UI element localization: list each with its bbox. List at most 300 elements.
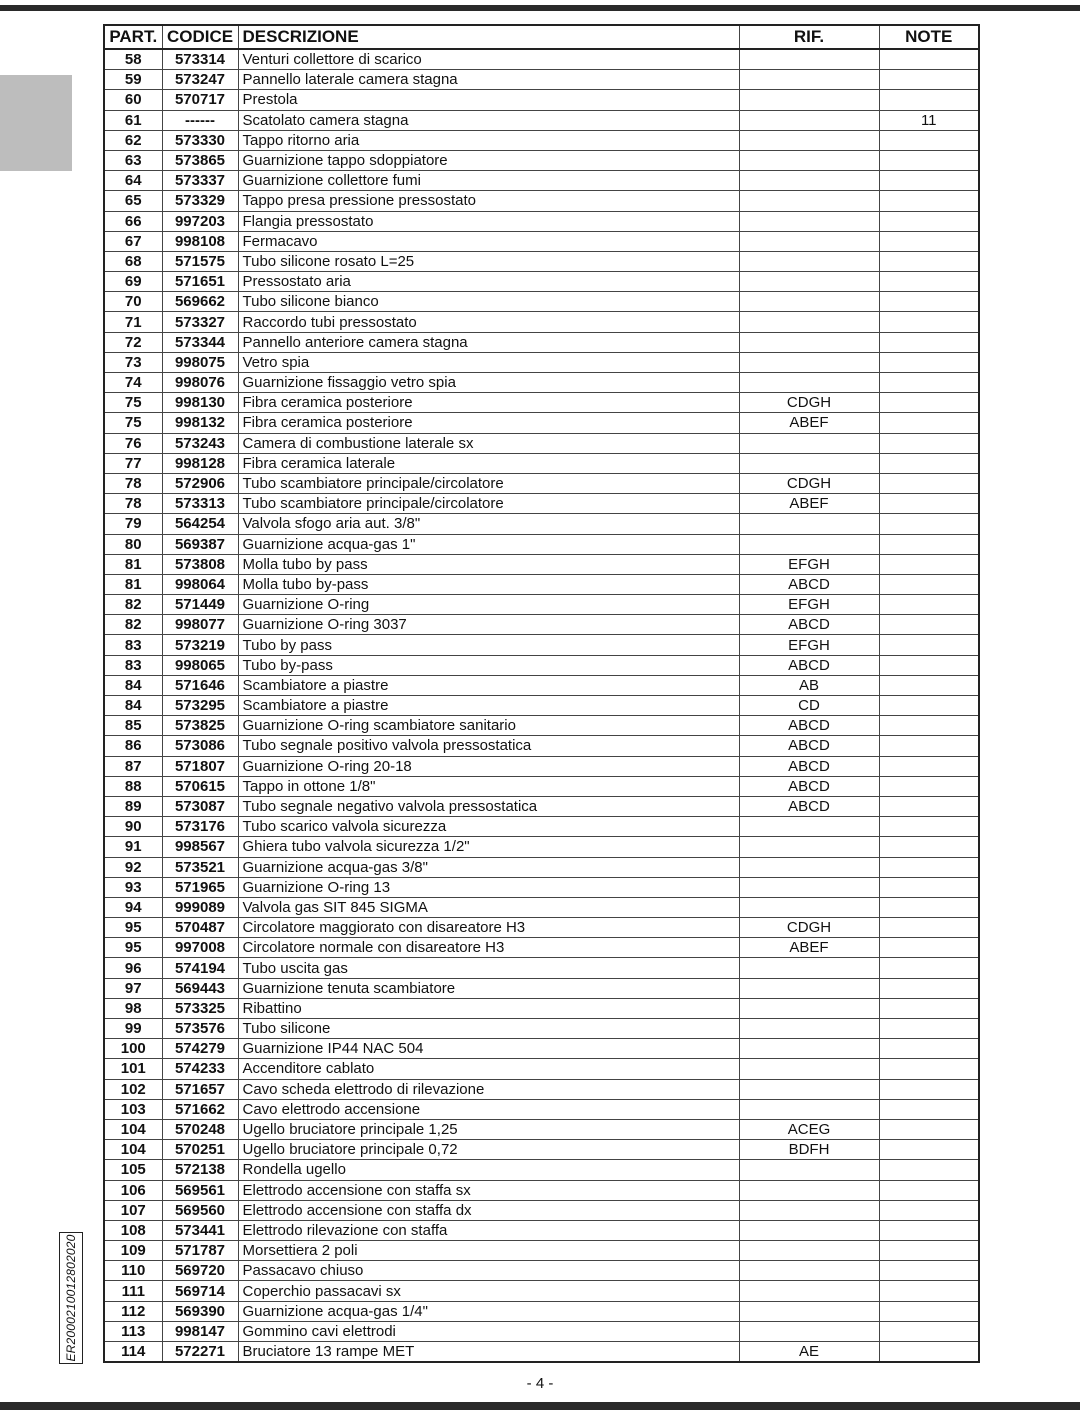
cell-code: 573337 <box>162 171 238 191</box>
cell-note <box>879 958 979 978</box>
cell-note <box>879 312 979 332</box>
cell-note <box>879 1301 979 1321</box>
cell-part: 71 <box>104 312 162 332</box>
table-row <box>104 716 979 736</box>
cell-note <box>879 1342 979 1363</box>
cell-code: 571651 <box>162 272 238 292</box>
cell-note <box>879 716 979 736</box>
cell-desc: Pannello anteriore camera stagna <box>238 332 739 352</box>
side-tab-marker <box>0 75 72 171</box>
cell-code: 573576 <box>162 1019 238 1039</box>
table-row <box>104 615 979 635</box>
cell-note <box>879 373 979 393</box>
cell-desc: Scambiatore a piastre <box>238 696 739 716</box>
cell-part: 68 <box>104 251 162 271</box>
cell-desc: Circolatore maggiorato con disareatore H3 <box>238 918 739 938</box>
cell-part: 109 <box>104 1241 162 1261</box>
cell-rif <box>739 837 879 857</box>
cell-note <box>879 554 979 574</box>
cell-note <box>879 413 979 433</box>
cell-desc: Fibra ceramica posteriore <box>238 413 739 433</box>
cell-part: 81 <box>104 574 162 594</box>
cell-code: 569720 <box>162 1261 238 1281</box>
cell-desc: Tubo silicone bianco <box>238 292 739 312</box>
cell-note <box>879 696 979 716</box>
cell-part: 99 <box>104 1019 162 1039</box>
cell-rif <box>739 171 879 191</box>
cell-desc: Pressostato aria <box>238 272 739 292</box>
document-code-box <box>59 1232 83 1364</box>
cell-desc: Guarnizione O-ring 3037 <box>238 615 739 635</box>
cell-code: 997203 <box>162 211 238 231</box>
cell-note <box>879 332 979 352</box>
cell-code: 571575 <box>162 251 238 271</box>
table-row <box>104 1160 979 1180</box>
cell-note <box>879 1281 979 1301</box>
table-row <box>104 150 979 170</box>
cell-rif: ABEF <box>739 938 879 958</box>
cell-note <box>879 938 979 958</box>
cell-note <box>879 574 979 594</box>
cell-part: 85 <box>104 716 162 736</box>
cell-note <box>879 150 979 170</box>
cell-code: 573313 <box>162 494 238 514</box>
top-border-bar <box>0 5 1080 11</box>
cell-desc: Tappo ritorno aria <box>238 130 739 150</box>
cell-rif <box>739 272 879 292</box>
cell-note <box>879 897 979 917</box>
page-number: - 4 - <box>526 1375 554 1392</box>
cell-rif: ABCD <box>739 655 879 675</box>
cell-code: 998130 <box>162 393 238 413</box>
cell-note <box>879 817 979 837</box>
cell-rif: ABCD <box>739 716 879 736</box>
table-row <box>104 191 979 211</box>
cell-note <box>879 776 979 796</box>
cell-rif <box>739 1220 879 1240</box>
cell-note <box>879 736 979 756</box>
cell-part: 108 <box>104 1220 162 1240</box>
cell-code: 574233 <box>162 1059 238 1079</box>
cell-rif <box>739 1079 879 1099</box>
cell-note <box>879 1220 979 1240</box>
table-row <box>104 433 979 453</box>
table-row <box>104 1281 979 1301</box>
header-note: NOTE <box>879 25 979 49</box>
cell-desc: Tubo segnale negativo valvola pressostatica <box>238 796 739 816</box>
cell-code: 999089 <box>162 897 238 917</box>
cell-desc: Cavo scheda elettrodo di rilevazione <box>238 1079 739 1099</box>
cell-code: 573441 <box>162 1220 238 1240</box>
cell-part: 96 <box>104 958 162 978</box>
cell-note <box>879 1241 979 1261</box>
cell-desc: Rondella ugello <box>238 1160 739 1180</box>
cell-part: 105 <box>104 1160 162 1180</box>
table-row <box>104 110 979 130</box>
cell-desc: Guarnizione acqua-gas 3/8" <box>238 857 739 877</box>
cell-code: 573327 <box>162 312 238 332</box>
bottom-border-bar <box>0 1402 1080 1410</box>
cell-rif <box>739 978 879 998</box>
cell-note <box>879 1321 979 1341</box>
table-row <box>104 272 979 292</box>
cell-desc: Molla tubo by pass <box>238 554 739 574</box>
cell-note <box>879 130 979 150</box>
cell-desc: Tubo silicone rosato L=25 <box>238 251 739 271</box>
cell-code: 569390 <box>162 1301 238 1321</box>
cell-note <box>879 1160 979 1180</box>
cell-desc: Vetro spia <box>238 352 739 372</box>
cell-desc: Valvola gas SIT 845 SIGMA <box>238 897 739 917</box>
cell-note <box>879 171 979 191</box>
parts-table <box>103 24 980 1363</box>
cell-note <box>879 837 979 857</box>
table-row <box>104 312 979 332</box>
table-row <box>104 1180 979 1200</box>
cell-desc: Tappo in ottone 1/8" <box>238 776 739 796</box>
cell-rif <box>739 534 879 554</box>
cell-rif <box>739 1281 879 1301</box>
cell-note <box>879 756 979 776</box>
cell-rif: EFGH <box>739 595 879 615</box>
cell-code: 571662 <box>162 1099 238 1119</box>
cell-note <box>879 473 979 493</box>
cell-code: 573865 <box>162 150 238 170</box>
table-row <box>104 453 979 473</box>
cell-rif: EFGH <box>739 554 879 574</box>
cell-desc: Venturi collettore di scarico <box>238 49 739 70</box>
cell-rif <box>739 1180 879 1200</box>
cell-note <box>879 352 979 372</box>
cell-note <box>879 1079 979 1099</box>
cell-note <box>879 1180 979 1200</box>
table-row <box>104 130 979 150</box>
cell-part: 90 <box>104 817 162 837</box>
cell-part: 74 <box>104 373 162 393</box>
cell-desc: Elettrodo accensione con staffa dx <box>238 1200 739 1220</box>
cell-rif <box>739 433 879 453</box>
cell-note <box>879 292 979 312</box>
cell-note <box>879 90 979 110</box>
cell-rif: ABEF <box>739 494 879 514</box>
cell-code: 570615 <box>162 776 238 796</box>
cell-desc: Ribattino <box>238 998 739 1018</box>
table-row <box>104 897 979 917</box>
cell-part: 65 <box>104 191 162 211</box>
cell-note <box>879 1200 979 1220</box>
cell-rif: ABCD <box>739 736 879 756</box>
cell-part: 73 <box>104 352 162 372</box>
cell-rif <box>739 191 879 211</box>
cell-code: 573176 <box>162 817 238 837</box>
table-row <box>104 877 979 897</box>
cell-code: 573329 <box>162 191 238 211</box>
cell-part: 104 <box>104 1119 162 1139</box>
cell-desc: Guarnizione IP44 NAC 504 <box>238 1039 739 1059</box>
cell-part: 67 <box>104 231 162 251</box>
cell-code: 564254 <box>162 514 238 534</box>
table-row <box>104 938 979 958</box>
cell-code: 569387 <box>162 534 238 554</box>
cell-rif: AE <box>739 1342 879 1363</box>
cell-code: 569662 <box>162 292 238 312</box>
cell-part: 98 <box>104 998 162 1018</box>
cell-rif <box>739 1261 879 1281</box>
table-row <box>104 171 979 191</box>
cell-desc: Bruciatore 13 rampe MET <box>238 1342 739 1363</box>
cell-note <box>879 857 979 877</box>
cell-part: 72 <box>104 332 162 352</box>
cell-note <box>879 211 979 231</box>
cell-desc: Guarnizione tappo sdoppiatore <box>238 150 739 170</box>
cell-note <box>879 433 979 453</box>
cell-part: 104 <box>104 1140 162 1160</box>
cell-desc: Gommino cavi elettrodi <box>238 1321 739 1341</box>
cell-note <box>879 1099 979 1119</box>
cell-part: 62 <box>104 130 162 150</box>
cell-rif <box>739 110 879 130</box>
cell-part: 107 <box>104 1200 162 1220</box>
cell-rif: ABCD <box>739 776 879 796</box>
cell-desc: Tubo by pass <box>238 635 739 655</box>
header-rif: RIF. <box>739 25 879 49</box>
cell-part: 77 <box>104 453 162 473</box>
cell-desc: Flangia pressostato <box>238 211 739 231</box>
cell-part: 61 <box>104 110 162 130</box>
cell-part: 101 <box>104 1059 162 1079</box>
cell-part: 66 <box>104 211 162 231</box>
table-row <box>104 473 979 493</box>
cell-code: 570487 <box>162 918 238 938</box>
cell-desc: Tubo segnale positivo valvola pressostatica <box>238 736 739 756</box>
cell-rif <box>739 1160 879 1180</box>
cell-rif <box>739 211 879 231</box>
cell-part: 95 <box>104 938 162 958</box>
cell-desc: Ugello bruciatore principale 1,25 <box>238 1119 739 1139</box>
cell-part: 64 <box>104 171 162 191</box>
cell-note <box>879 514 979 534</box>
cell-part: 100 <box>104 1039 162 1059</box>
cell-part: 93 <box>104 877 162 897</box>
cell-rif <box>739 312 879 332</box>
table-row <box>104 1261 979 1281</box>
cell-desc: Guarnizione O-ring 20-18 <box>238 756 739 776</box>
cell-note <box>879 1119 979 1139</box>
cell-rif <box>739 453 879 473</box>
cell-desc: Guarnizione acqua-gas 1/4" <box>238 1301 739 1321</box>
cell-rif: ABCD <box>739 574 879 594</box>
cell-code: 569443 <box>162 978 238 998</box>
cell-desc: Guarnizione O-ring <box>238 595 739 615</box>
cell-rif <box>739 514 879 534</box>
cell-part: 81 <box>104 554 162 574</box>
cell-rif: CDGH <box>739 393 879 413</box>
cell-code: 998077 <box>162 615 238 635</box>
cell-desc: Fibra ceramica laterale <box>238 453 739 473</box>
cell-code: 998064 <box>162 574 238 594</box>
table-row <box>104 413 979 433</box>
cell-part: 114 <box>104 1342 162 1363</box>
cell-code: 571787 <box>162 1241 238 1261</box>
cell-part: 89 <box>104 796 162 816</box>
table-row <box>104 514 979 534</box>
cell-rif: CD <box>739 696 879 716</box>
cell-desc: Valvola sfogo aria aut. 3/8" <box>238 514 739 534</box>
cell-rif: EFGH <box>739 635 879 655</box>
cell-code: 998065 <box>162 655 238 675</box>
cell-code: 573295 <box>162 696 238 716</box>
cell-rif <box>739 90 879 110</box>
cell-rif <box>739 1241 879 1261</box>
table-row <box>104 1079 979 1099</box>
cell-code: 571449 <box>162 595 238 615</box>
cell-desc: Raccordo tubi pressostato <box>238 312 739 332</box>
cell-part: 106 <box>104 1180 162 1200</box>
cell-code: 571965 <box>162 877 238 897</box>
cell-desc: Tubo scarico valvola sicurezza <box>238 817 739 837</box>
cell-note <box>879 796 979 816</box>
cell-desc: Guarnizione tenuta scambiatore <box>238 978 739 998</box>
cell-code: 998567 <box>162 837 238 857</box>
cell-desc: Circolatore normale con disareatore H3 <box>238 938 739 958</box>
cell-desc: Ugello bruciatore principale 0,72 <box>238 1140 739 1160</box>
table-row <box>104 776 979 796</box>
cell-code: 574194 <box>162 958 238 978</box>
cell-part: 63 <box>104 150 162 170</box>
table-row <box>104 292 979 312</box>
cell-note <box>879 635 979 655</box>
cell-code: 571807 <box>162 756 238 776</box>
cell-rif <box>739 1200 879 1220</box>
cell-part: 76 <box>104 433 162 453</box>
table-row <box>104 574 979 594</box>
table-row <box>104 817 979 837</box>
cell-part: 111 <box>104 1281 162 1301</box>
cell-rif <box>739 1059 879 1079</box>
cell-note <box>879 1059 979 1079</box>
table-row <box>104 352 979 372</box>
cell-code: 569561 <box>162 1180 238 1200</box>
cell-note: 11 <box>879 110 979 130</box>
cell-code: 571657 <box>162 1079 238 1099</box>
cell-rif <box>739 1301 879 1321</box>
cell-rif <box>739 373 879 393</box>
table-row <box>104 595 979 615</box>
cell-part: 82 <box>104 595 162 615</box>
table-row <box>104 1241 979 1261</box>
cell-desc: Molla tubo by-pass <box>238 574 739 594</box>
cell-part: 75 <box>104 413 162 433</box>
cell-rif <box>739 1321 879 1341</box>
table-row <box>104 635 979 655</box>
cell-code: 573330 <box>162 130 238 150</box>
cell-rif <box>739 1039 879 1059</box>
cell-code: 573087 <box>162 796 238 816</box>
cell-code: 573247 <box>162 70 238 90</box>
cell-part: 97 <box>104 978 162 998</box>
cell-part: 112 <box>104 1301 162 1321</box>
cell-desc: Tubo scambiatore principale/circolatore <box>238 494 739 514</box>
cell-part: 70 <box>104 292 162 312</box>
cell-rif <box>739 130 879 150</box>
cell-rif <box>739 150 879 170</box>
table-row <box>104 373 979 393</box>
cell-rif <box>739 877 879 897</box>
table-row <box>104 1019 979 1039</box>
cell-note <box>879 918 979 938</box>
cell-desc: Tubo by-pass <box>238 655 739 675</box>
cell-rif <box>739 857 879 877</box>
cell-code: 570251 <box>162 1140 238 1160</box>
cell-desc: Guarnizione collettore fumi <box>238 171 739 191</box>
table-row <box>104 1099 979 1119</box>
cell-code: 574279 <box>162 1039 238 1059</box>
table-row <box>104 1039 979 1059</box>
cell-desc: Accenditore cablato <box>238 1059 739 1079</box>
cell-note <box>879 453 979 473</box>
cell-note <box>879 251 979 271</box>
cell-desc: Elettrodo accensione con staffa sx <box>238 1180 739 1200</box>
cell-rif <box>739 352 879 372</box>
cell-note <box>879 1140 979 1160</box>
cell-part: 82 <box>104 615 162 635</box>
cell-note <box>879 675 979 695</box>
cell-rif <box>739 231 879 251</box>
cell-rif: ABCD <box>739 756 879 776</box>
cell-rif <box>739 1099 879 1119</box>
table-row <box>104 70 979 90</box>
cell-code: 573521 <box>162 857 238 877</box>
cell-code: 573314 <box>162 49 238 70</box>
parts-table-container <box>103 24 978 1363</box>
table-row <box>104 736 979 756</box>
cell-rif: ABCD <box>739 615 879 635</box>
table-row <box>104 655 979 675</box>
table-row <box>104 534 979 554</box>
table-row <box>104 696 979 716</box>
table-row <box>104 796 979 816</box>
table-body <box>104 49 979 1362</box>
cell-part: 80 <box>104 534 162 554</box>
cell-code: 573219 <box>162 635 238 655</box>
cell-desc: Tubo scambiatore principale/circolatore <box>238 473 739 493</box>
cell-code: 998147 <box>162 1321 238 1341</box>
cell-note <box>879 978 979 998</box>
cell-rif <box>739 817 879 837</box>
header-row <box>104 25 979 49</box>
cell-part: 86 <box>104 736 162 756</box>
cell-note <box>879 534 979 554</box>
cell-code: 573325 <box>162 998 238 1018</box>
cell-part: 79 <box>104 514 162 534</box>
cell-code: 998128 <box>162 453 238 473</box>
cell-desc: Passacavo chiuso <box>238 1261 739 1281</box>
cell-desc: Guarnizione O-ring scambiatore sanitario <box>238 716 739 736</box>
cell-code: 573825 <box>162 716 238 736</box>
cell-part: 95 <box>104 918 162 938</box>
cell-rif: ABCD <box>739 796 879 816</box>
document-code: ER2000210012802020 <box>64 1234 78 1362</box>
cell-code: 570248 <box>162 1119 238 1139</box>
table-row <box>104 756 979 776</box>
cell-rif: AB <box>739 675 879 695</box>
table-row <box>104 211 979 231</box>
cell-part: 110 <box>104 1261 162 1281</box>
table-row <box>104 90 979 110</box>
cell-desc: Fermacavo <box>238 231 739 251</box>
cell-desc: Cavo elettrodo accensione <box>238 1099 739 1119</box>
cell-desc: Tubo uscita gas <box>238 958 739 978</box>
